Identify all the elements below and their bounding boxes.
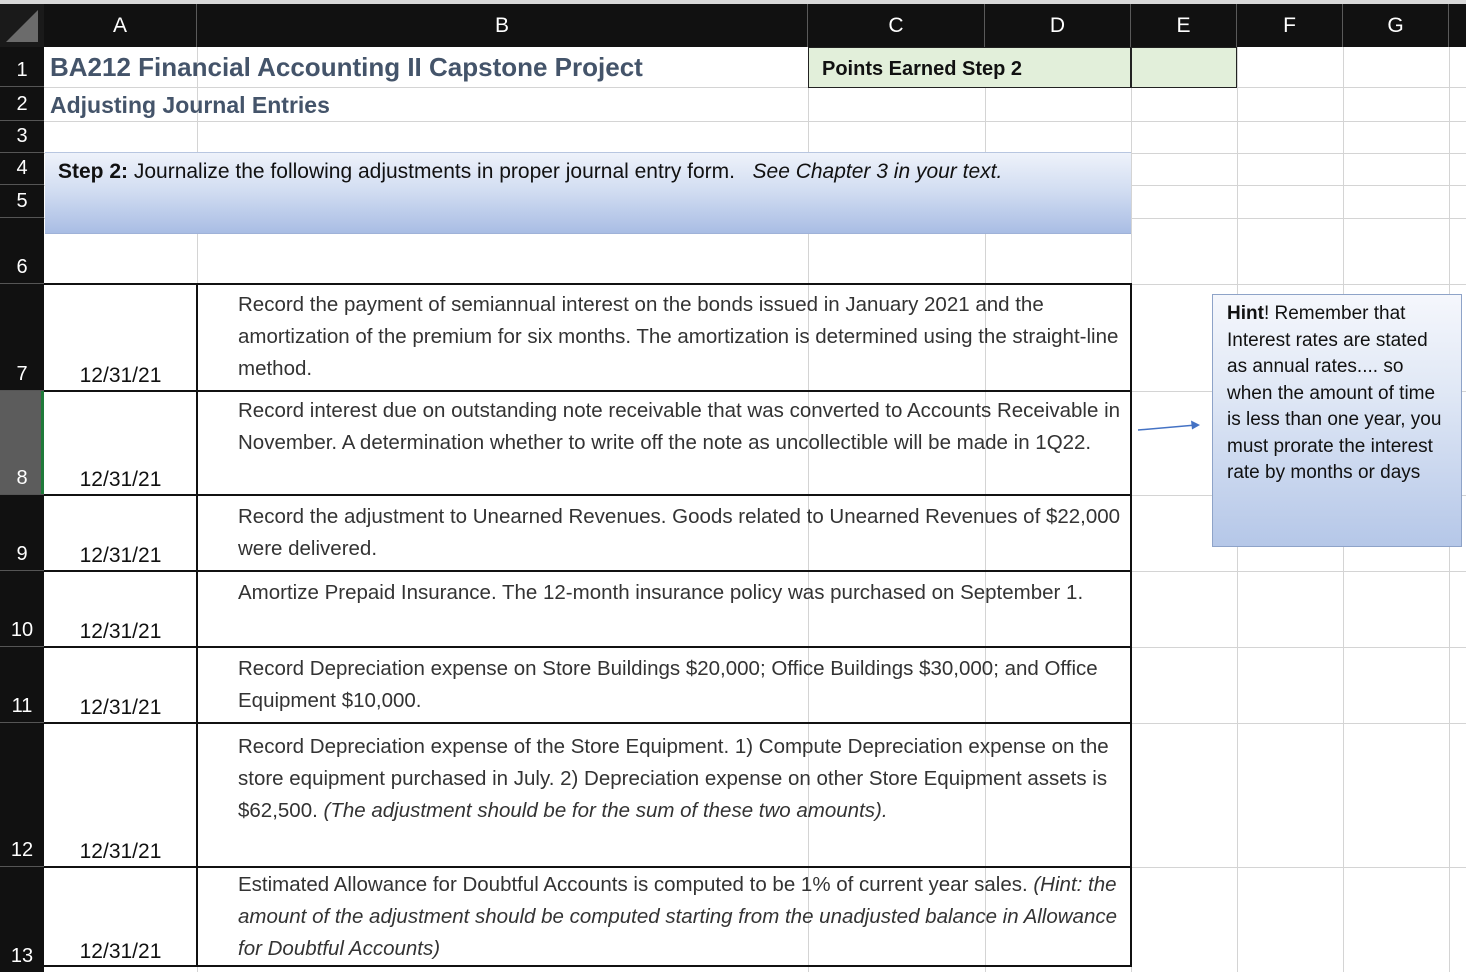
entry-description[interactable]: Estimated Allowance for Doubtful Accounts is computed to be 1% of current year sales. (Hint: the amount of the adjustment should be computed starting from the unadjusted balance in Allowance for Doubtful Accounts) [238, 873, 1118, 960]
entry-description[interactable]: Record Depreciation expense on Store Buildings $20,000; Office Buildings $30,000; and Office Equipment $10,000. [238, 657, 1098, 712]
step-instruction-text [58, 160, 1002, 184]
entry-description[interactable]: Amortize Prepaid Insurance. The 12-month insurance policy was purchased on September 1. [238, 581, 1084, 604]
table-border [44, 570, 1132, 572]
column-header-h[interactable] [1449, 4, 1466, 47]
gridline [44, 87, 1466, 88]
row-header-11[interactable]: 11 [0, 647, 44, 723]
row-header-4[interactable]: 4 [0, 153, 44, 185]
entry-description[interactable]: Record the payment of semiannual interest on the bonds issued in January 2021 and the amortization of the premium for six months. The amortization is determined using the straight-line method. [238, 293, 1119, 380]
entry-description[interactable]: Record Depreciation expense of the Store Equipment. 1) Compute Depreciation expense on the store equipment purchased in July. 2) Depreciation expense on other Store Equipment assets is $62,500. (The adjustment should be for the sum of these two amounts). [238, 735, 1109, 822]
table-border [44, 646, 1132, 648]
entry-description[interactable]: Record the adjustment to Unearned Revenues. Goods related to Unearned Revenues of $22,000 were delivered. [238, 505, 1121, 560]
table-border [44, 866, 1132, 868]
row-header-13[interactable]: 13 [0, 867, 44, 972]
column-header-f[interactable]: F [1237, 4, 1343, 47]
points-cell-divider [1130, 47, 1132, 88]
entry-description[interactable]: Record interest due on outstanding note receivable that was converted to Accounts Receivable in November. A determination whether to write off the note as uncollectible will be made in 1Q22. [238, 399, 1121, 454]
column-header-a[interactable]: A [44, 4, 197, 47]
table-border [44, 722, 1132, 724]
row-header-5[interactable]: 5 [0, 185, 44, 218]
row-header-10[interactable]: 10 [0, 571, 44, 647]
column-header-e[interactable]: E [1131, 4, 1237, 47]
row-header-8[interactable]: 8 [0, 391, 44, 495]
entry-date[interactable]: 12/31/21 [79, 940, 162, 963]
column-header-d[interactable]: D [985, 4, 1131, 47]
step-label: Step 2: [58, 160, 129, 183]
step-body: Journalize the following adjustments in proper journal entry form. [128, 160, 735, 183]
hint-text: ! Remember that Interest rates are stated as annual rates.... so when the amount of time is less than one year, you must prorate the interest rate by months or days [1227, 303, 1442, 483]
row-header-7[interactable]: 7 [0, 284, 44, 391]
table-border [44, 494, 1132, 496]
entry-date[interactable]: 12/31/21 [79, 544, 162, 567]
select-all-icon [6, 10, 38, 42]
hint-textbox[interactable] [1212, 294, 1462, 547]
points-earned-label: Points Earned Step 2 [822, 58, 1023, 80]
column-header-b[interactable]: B [197, 4, 808, 47]
page-subtitle[interactable]: Adjusting Journal Entries [50, 92, 330, 118]
entry-date[interactable]: 12/31/21 [79, 840, 162, 863]
row-header-2[interactable]: 2 [0, 87, 44, 121]
page-title[interactable]: BA212 Financial Accounting II Capstone Project [50, 52, 643, 82]
entry-date[interactable]: 12/31/21 [79, 364, 162, 387]
row-header-3[interactable]: 3 [0, 121, 44, 153]
table-border [1130, 283, 1132, 967]
entry-date[interactable]: 12/31/21 [79, 696, 162, 719]
row-header-9[interactable]: 9 [0, 495, 44, 571]
row-header-12[interactable]: 12 [0, 723, 44, 867]
row-header-6[interactable]: 6 [0, 218, 44, 284]
table-border [44, 965, 1132, 967]
hint-label: Hint [1227, 303, 1264, 324]
column-header-g[interactable]: G [1343, 4, 1449, 47]
entry-date[interactable]: 12/31/21 [79, 468, 162, 491]
entry-date[interactable]: 12/31/21 [79, 620, 162, 643]
column-header-c[interactable]: C [808, 4, 985, 47]
arrow-right-icon[interactable] [1136, 416, 1208, 436]
row-header-1[interactable]: 1 [0, 47, 44, 87]
table-border [44, 390, 1132, 392]
step-reference: See Chapter 3 in your text. [752, 160, 1003, 183]
table-border [44, 283, 1132, 285]
gridline [44, 121, 1466, 122]
